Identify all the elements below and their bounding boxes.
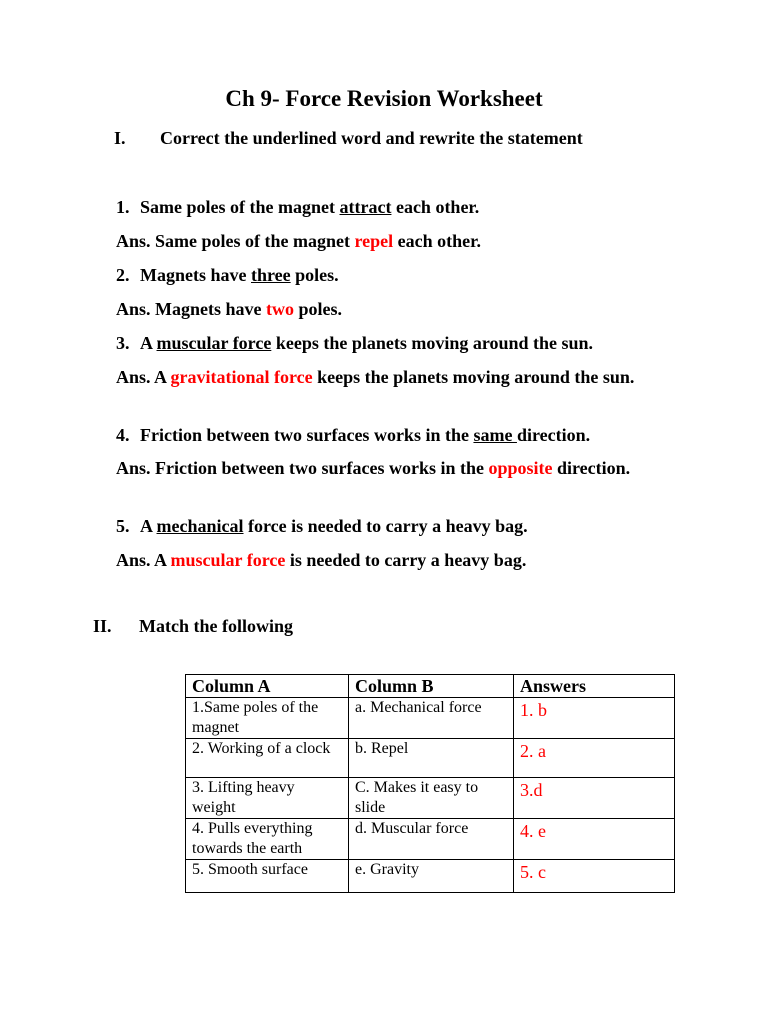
- question-text: direction.: [516, 425, 591, 445]
- answer-text: keeps the planets moving around the sun.: [312, 367, 635, 387]
- column-b-cell: d. Muscular force: [349, 819, 514, 860]
- underlined-word: mechanical: [156, 516, 244, 536]
- corrected-word: two: [266, 299, 295, 319]
- table-row: [186, 698, 675, 739]
- answer-3: [116, 365, 676, 389]
- question-1: [116, 195, 676, 219]
- question-text: force is needed to carry a heavy bag.: [243, 516, 528, 536]
- underlined-word: attract: [339, 197, 392, 217]
- question-number: 5.: [116, 516, 130, 536]
- section-1-title: Correct the underlined word and rewrite the statement: [160, 128, 583, 148]
- answer-text: Ans. Same poles of the magnet: [116, 231, 355, 251]
- section-2-title: Match the following: [139, 616, 293, 636]
- column-b-cell: e. Gravity: [349, 860, 514, 893]
- answer-4: [116, 456, 676, 480]
- section-1-heading: [0, 128, 768, 152]
- underlined-word: three: [251, 265, 291, 285]
- section-2-heading: [0, 616, 768, 640]
- answer-text: each other.: [393, 231, 481, 251]
- column-a-cell: 2. Working of a clock: [186, 739, 349, 778]
- corrected-word: muscular force: [170, 550, 286, 570]
- question-text: poles.: [290, 265, 339, 285]
- answer-text: is needed to carry a heavy bag.: [285, 550, 527, 570]
- answer-cell: 2. a: [514, 739, 675, 778]
- column-a-cell: 3. Lifting heavy weight: [186, 778, 349, 819]
- underlined-word: muscular force: [156, 333, 272, 353]
- column-a-cell: 5. Smooth surface: [186, 860, 349, 893]
- header-column-a: Column A: [186, 675, 349, 698]
- table-row: [186, 739, 675, 778]
- question-text: keeps the planets moving around the sun.: [271, 333, 594, 353]
- section-2-numeral: II.: [93, 616, 112, 636]
- question-text: A: [140, 333, 157, 353]
- column-b-cell: b. Repel: [349, 739, 514, 778]
- answer-cell: 1. b: [514, 698, 675, 739]
- answer-5: [116, 548, 676, 572]
- answer-text: Ans. Magnets have: [116, 299, 267, 319]
- table-row: [186, 860, 675, 893]
- answer-1: [116, 229, 676, 253]
- answer-2: [116, 297, 676, 321]
- table-header-row: [186, 675, 675, 698]
- section-1-numeral: I.: [114, 128, 126, 148]
- question-text: A: [140, 516, 157, 536]
- answer-text: poles.: [294, 299, 343, 319]
- question-3: [116, 331, 676, 355]
- question-text: each other.: [391, 197, 480, 217]
- header-column-b: Column B: [349, 675, 514, 698]
- corrected-word: repel: [354, 231, 394, 251]
- column-b-cell: C. Makes it easy to slide: [349, 778, 514, 819]
- table-row: [186, 778, 675, 819]
- question-text: Same poles of the magnet: [140, 197, 340, 217]
- question-text: Magnets have: [140, 265, 251, 285]
- question-number: 4.: [116, 425, 130, 445]
- underlined-word: same: [473, 425, 517, 445]
- answer-text: Ans. A: [116, 367, 171, 387]
- answer-text: Ans. A: [116, 550, 171, 570]
- answer-cell: 5. c: [514, 860, 675, 893]
- column-a-cell: 4. Pulls everything towards the earth: [186, 819, 349, 860]
- question-2: [116, 263, 676, 287]
- answer-cell: 3.d: [514, 778, 675, 819]
- corrected-word: opposite: [488, 458, 553, 478]
- question-number: 1.: [116, 197, 130, 217]
- question-text: Friction between two surfaces works in the: [140, 425, 474, 445]
- match-table: [185, 674, 675, 893]
- answer-text: direction.: [552, 458, 631, 478]
- question-number: 3.: [116, 333, 130, 353]
- answer-cell: 4. e: [514, 819, 675, 860]
- column-a-cell: 1.Same poles of the magnet: [186, 698, 349, 739]
- column-b-cell: a. Mechanical force: [349, 698, 514, 739]
- worksheet-title: Ch 9- Force Revision Worksheet: [225, 86, 543, 111]
- answer-text: Ans. Friction between two surfaces works in the: [116, 458, 489, 478]
- question-4: [116, 423, 676, 447]
- table-row: [186, 819, 675, 860]
- header-answers: Answers: [514, 675, 675, 698]
- question-number: 2.: [116, 265, 130, 285]
- corrected-word: gravitational force: [170, 367, 313, 387]
- question-5: [116, 514, 676, 538]
